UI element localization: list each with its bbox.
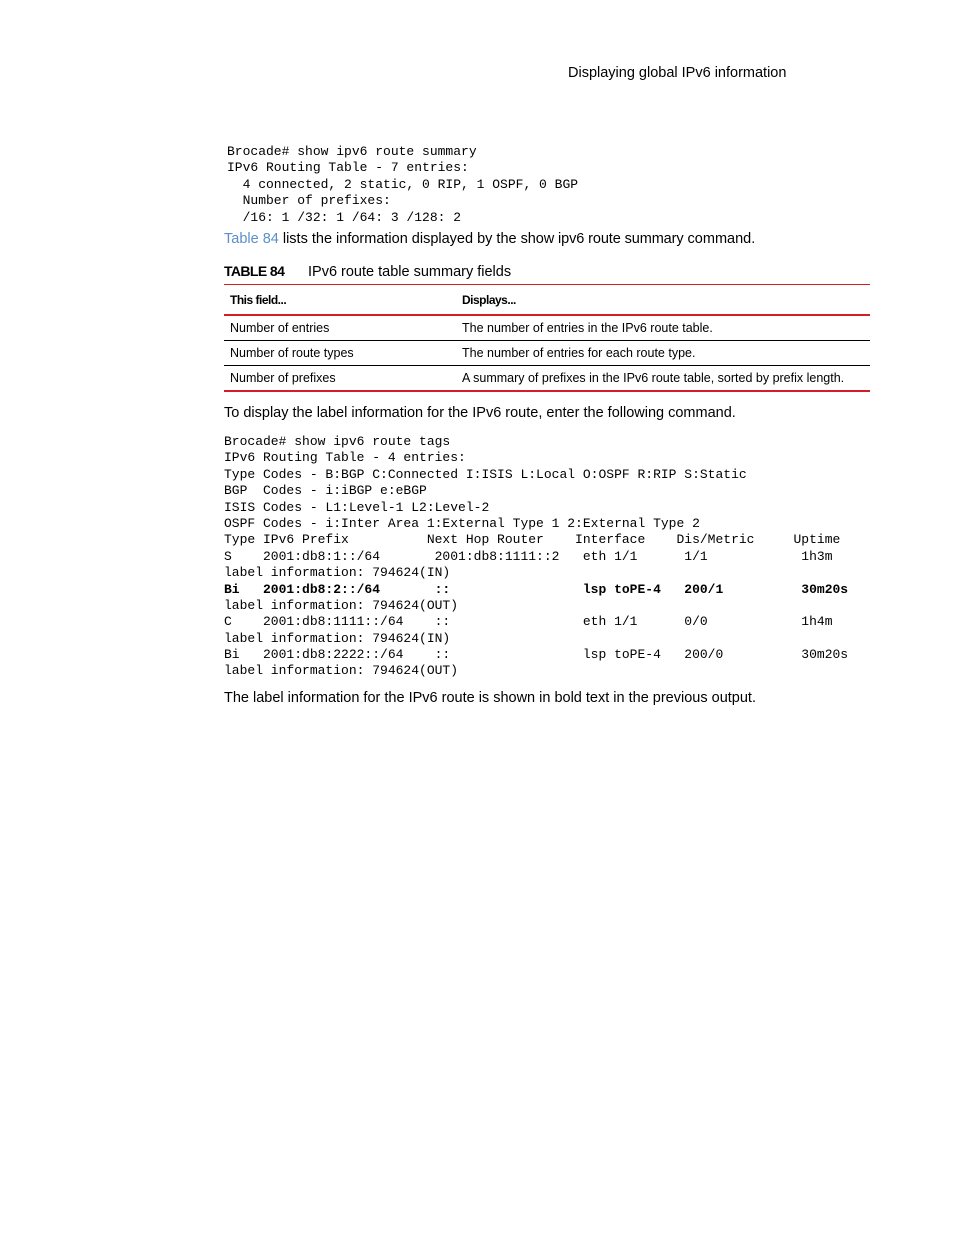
table-cell-field: Number of prefixes bbox=[224, 366, 456, 392]
code-line: ISIS Codes - L1:Level-1 L2:Level-2 bbox=[224, 499, 490, 515]
table-cell-field: Number of route types bbox=[224, 341, 456, 366]
closing-paragraph: The label information for the IPv6 route is shown in bold text in the previous output. bbox=[224, 690, 756, 706]
column-header-displays: Displays... bbox=[456, 285, 870, 316]
table-caption-title: IPv6 route table summary fields bbox=[308, 264, 512, 280]
code-line-bold: Bi 2001:db8:2::/64 :: lsp toPE-4 200/1 30m20s bbox=[224, 581, 849, 597]
code-line: label information: 794624(OUT) bbox=[224, 663, 459, 679]
code-block-route-summary bbox=[227, 144, 578, 226]
table-row bbox=[224, 341, 870, 366]
intro-text: lists the information displayed by the bbox=[278, 231, 521, 247]
label-info-paragraph: To display the label information for the IPv6 route, enter the following command. bbox=[224, 405, 736, 421]
table-cell-description: The number of entries in the IPv6 route table. bbox=[456, 315, 870, 341]
code-line: IPv6 Routing Table - 4 entries: bbox=[224, 450, 466, 466]
code-line: Type IPv6 Prefix Next Hop Router Interface Dis/Metric Uptime bbox=[224, 532, 841, 548]
table-cell-description: A summary of prefixes in the IPv6 route table, sorted by prefix length. bbox=[456, 366, 870, 392]
table-caption bbox=[224, 263, 511, 280]
table-cell-description: The number of entries for each route type. bbox=[456, 341, 870, 366]
summary-fields-table bbox=[224, 284, 870, 392]
table-caption-label: TABLE 84 bbox=[224, 263, 285, 279]
code-line: Bi 2001:db8:2222::/64 :: lsp toPE-4 200/0 30m20s bbox=[224, 647, 849, 663]
code-line: Brocade# show ipv6 route summary bbox=[227, 144, 477, 159]
code-line: IPv6 Routing Table - 7 entries: bbox=[227, 160, 469, 176]
code-line: Brocade# show ipv6 route tags bbox=[224, 434, 451, 449]
column-header-field: This field... bbox=[224, 285, 456, 316]
code-line: label information: 794624(OUT) bbox=[224, 597, 459, 613]
command-name: show ipv6 route summary bbox=[520, 231, 684, 247]
code-line: label information: 794624(IN) bbox=[224, 565, 451, 581]
code-line: BGP Codes - i:iBGP e:eBGP bbox=[224, 483, 427, 499]
table-cell-field: Number of entries bbox=[224, 315, 456, 341]
table-header-row bbox=[224, 285, 870, 316]
table-row bbox=[224, 315, 870, 341]
code-line: Type Codes - B:BGP C:Connected I:ISIS L:Local O:OSPF R:RIP S:Static bbox=[224, 466, 747, 482]
code-line: Number of prefixes: bbox=[227, 193, 391, 209]
code-line: 4 connected, 2 static, 0 RIP, 1 OSPF, 0 BGP bbox=[227, 176, 579, 192]
section-header: Displaying global IPv6 information bbox=[568, 65, 787, 81]
table-row bbox=[224, 366, 870, 392]
code-line: C 2001:db8:1111::/64 :: eth 1/1 0/0 1h4m bbox=[224, 614, 833, 630]
code-line: OSPF Codes - i:Inter Area 1:External Type 1 2:External Type 2 bbox=[224, 515, 700, 531]
intro-text-end: command. bbox=[683, 231, 756, 247]
code-line: S 2001:db8:1::/64 2001:db8:1111::2 eth 1/1 1/1 1h3m bbox=[224, 548, 833, 564]
table-84-link[interactable]: Table 84 bbox=[224, 231, 279, 247]
code-line: label information: 794624(IN) bbox=[224, 630, 451, 646]
code-line: /16: 1 /32: 1 /64: 3 /128: 2 bbox=[227, 209, 462, 225]
intro-paragraph bbox=[224, 231, 755, 247]
code-block-route-tags bbox=[224, 434, 848, 680]
